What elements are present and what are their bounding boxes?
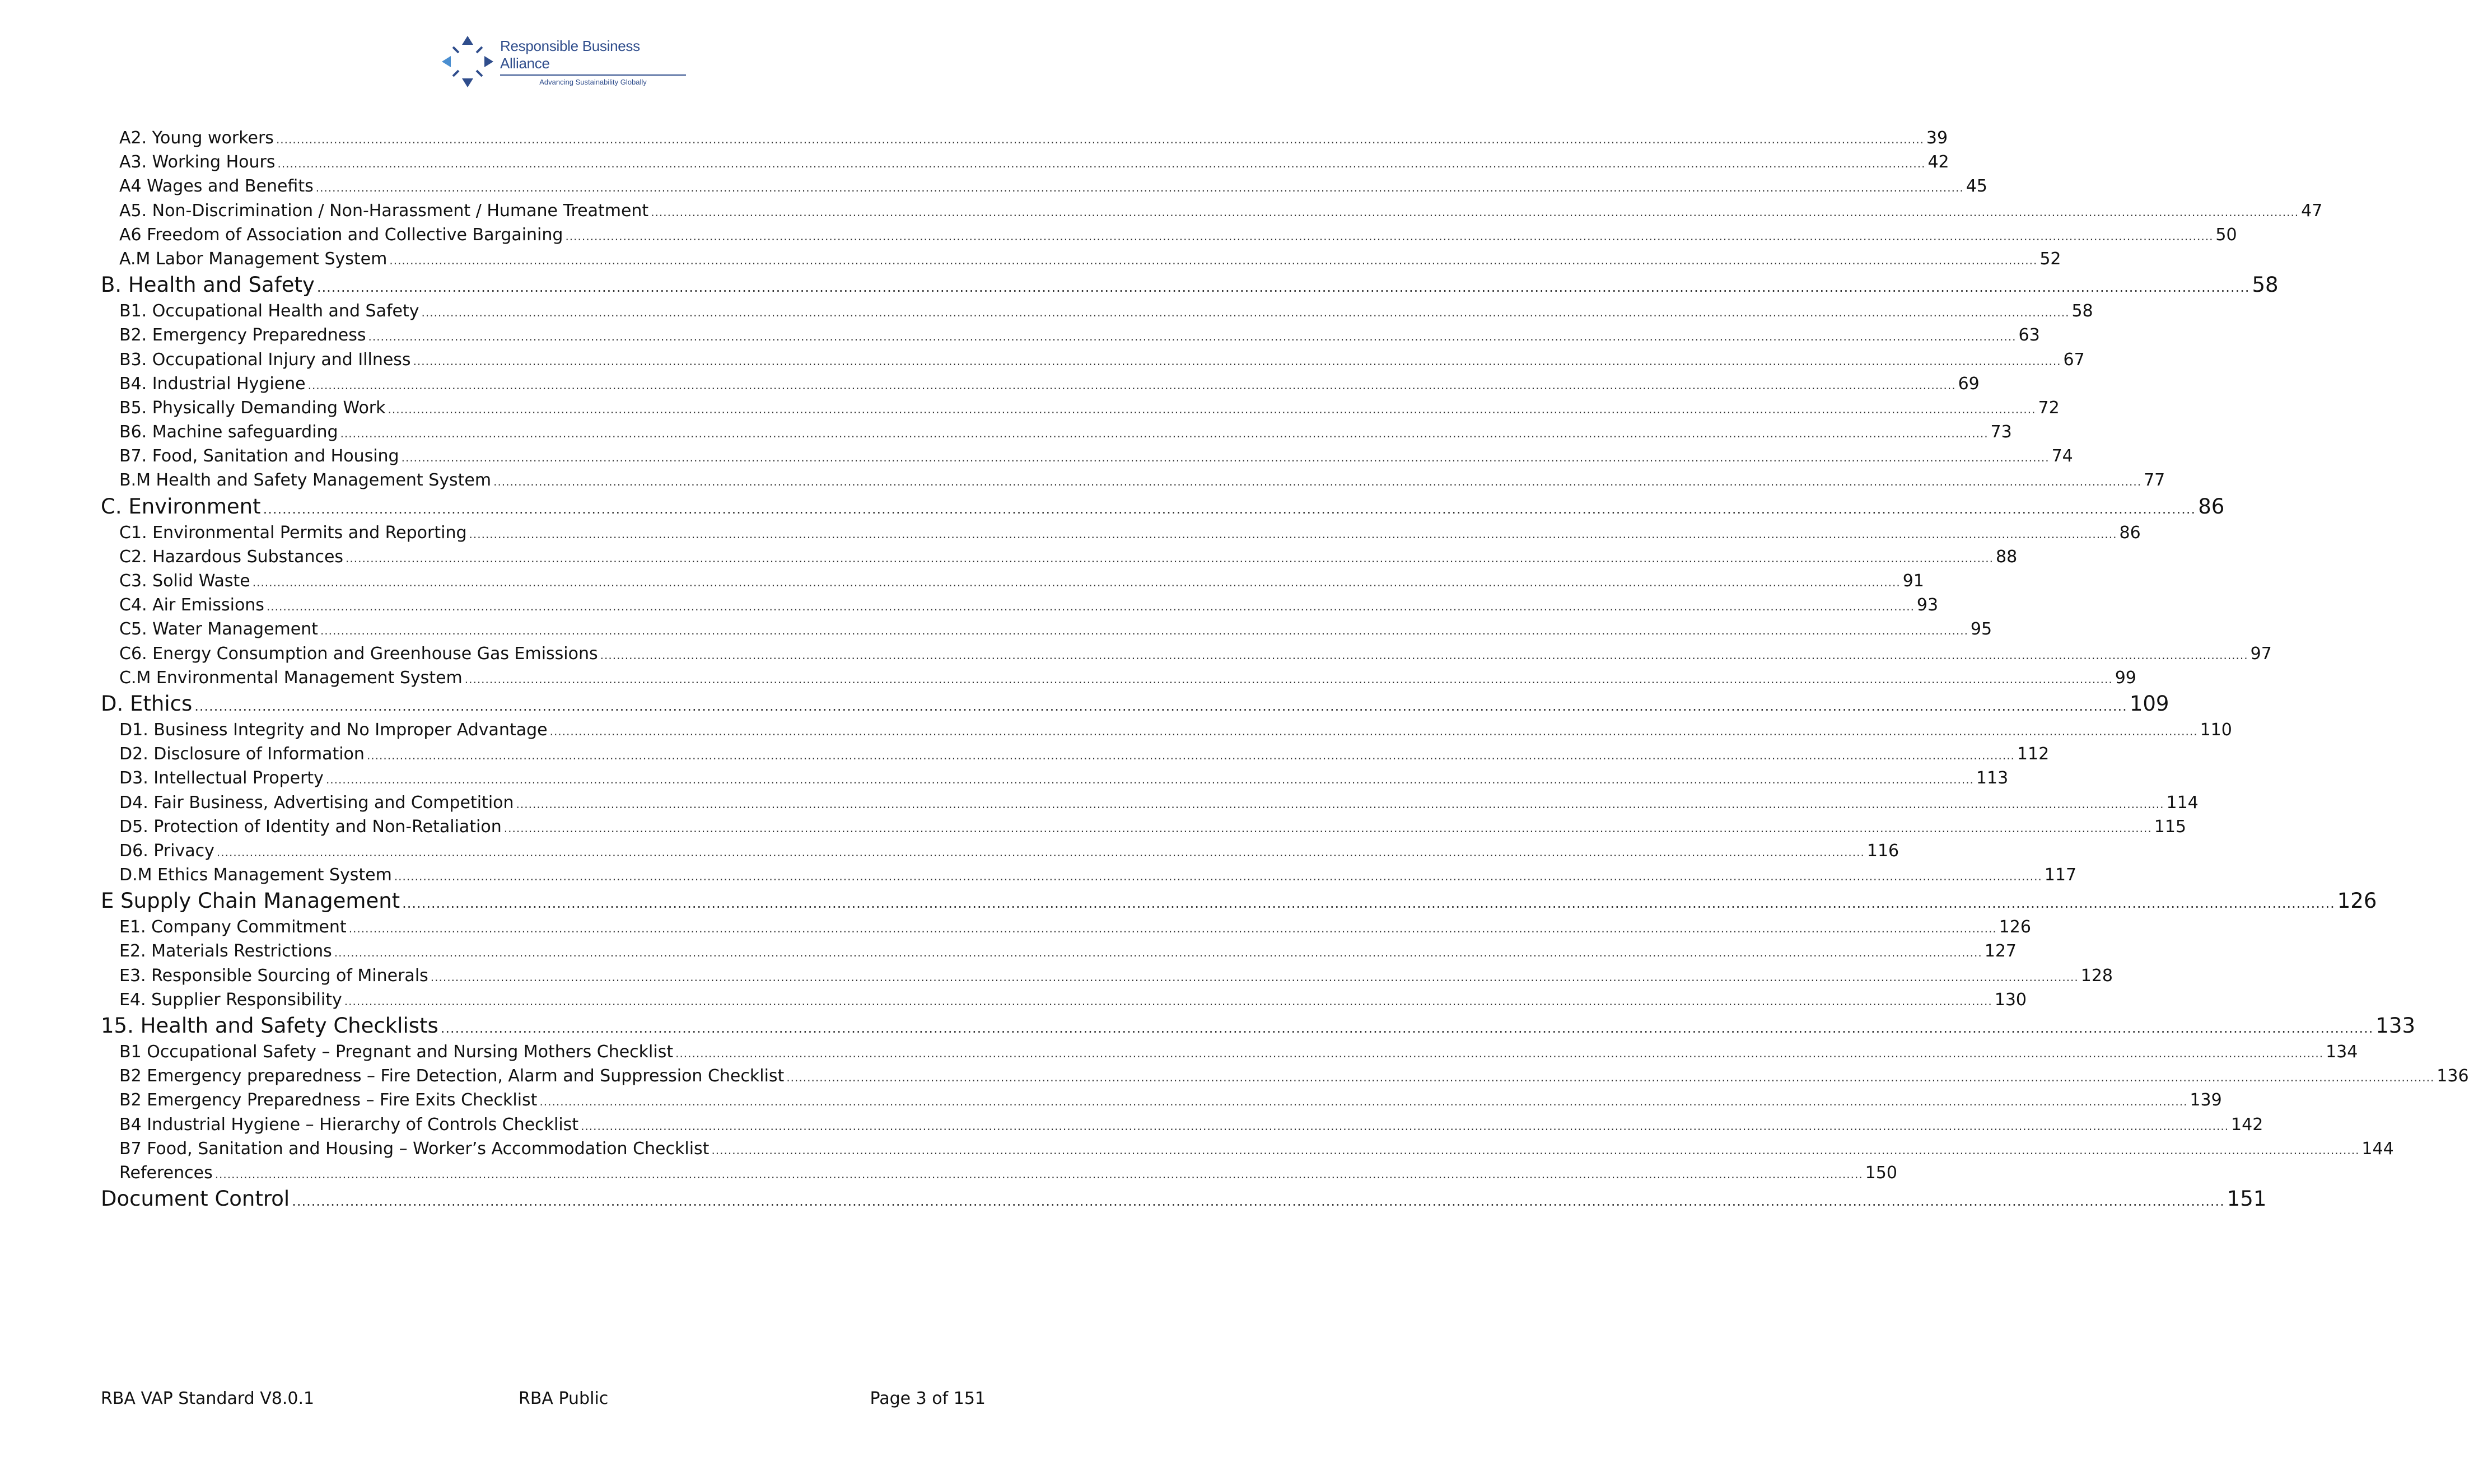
toc-entry-page: 109 [2129,691,2169,716]
toc-entry-label: A5. Non-Discrimination / Non-Harassment / Humane Treatment [119,200,649,221]
toc-leader-dots: ................................................................................................................................................................................................................................................................................................................................................................................................................ [292,1193,2225,1210]
toc-leader-dots: ................................................................................................................................................................................................................................................................................................................................................................................................................ [503,821,2152,835]
toc-entry[interactable] [101,545,2018,569]
toc-entry-page: 144 [2361,1138,2394,1159]
toc-entry-page: 151 [2227,1187,2267,1211]
toc-entry-label: C.M Environmental Management System [119,668,463,688]
toc-entry-label: E4. Supplier Responsibility [119,990,342,1010]
toc-entry-label: C6. Energy Consumption and Greenhouse Gas Emissions [119,643,598,664]
toc-entry[interactable] [101,863,2077,887]
toc-leader-dots: ................................................................................................................................................................................................................................................................................................................................................................................................................ [307,378,1956,392]
toc-leader-dots: ................................................................................................................................................................................................................................................................................................................................................................................................................ [346,551,1994,565]
toc-entry[interactable] [101,766,2009,790]
toc-leader-dots: ................................................................................................................................................................................................................................................................................................................................................................................................................ [440,1020,2374,1036]
toc-entry[interactable] [101,126,1948,150]
toc-entry-label: E3. Responsible Sourcing of Minerals [119,965,428,986]
toc-entry[interactable] [101,444,2073,468]
toc-entry-page: 133 [2375,1014,2415,1038]
table-of-contents [101,126,2469,1213]
toc-entry[interactable] [101,791,2199,815]
toc-entry-label: C4. Air Emissions [119,595,264,615]
toc-entry-page: 126 [2337,889,2377,913]
toc-leader-dots: ................................................................................................................................................................................................................................................................................................................................................................................................................ [340,427,1989,441]
toc-entry-label: B. Health and Safety [101,273,315,297]
toc-leader-dots: ................................................................................................................................................................................................................................................................................................................................................................................................................ [675,1047,2324,1060]
toc-entry-page: 88 [1996,547,2018,567]
toc-entry-label: B2 Emergency Preparedness – Fire Exits Checklist [119,1090,538,1110]
rba-logo-mark-icon [440,34,496,90]
toc-entry-page: 115 [2154,816,2186,837]
toc-leader-dots: ................................................................................................................................................................................................................................................................................................................................................................................................................ [389,253,2038,267]
toc-entry[interactable] [101,569,1924,593]
toc-leader-dots: ................................................................................................................................................................................................................................................................................................................................................................................................................ [651,205,2299,219]
toc-entry-label: B7. Food, Sanitation and Housing [119,446,399,466]
toc-entry-page: 74 [2051,446,2073,466]
toc-entry-label: B7 Food, Sanitation and Housing – Worker’s Accommodation Checklist [119,1138,710,1159]
toc-entry-page: 52 [2039,249,2061,269]
toc-entry-page: 134 [2326,1042,2358,1062]
toc-entry[interactable] [101,666,2136,690]
toc-entry[interactable] [101,396,2060,420]
toc-entry-page: 39 [1926,128,1948,148]
rba-logo [440,34,686,90]
toc-leader-dots: ................................................................................................................................................................................................................................................................................................................................................................................................................ [581,1119,2229,1133]
toc-entry-page: 116 [1866,841,1899,861]
toc-entry-page: 142 [2231,1114,2263,1135]
toc-entry-page: 97 [2250,643,2272,664]
toc-entry[interactable] [101,247,2061,271]
footer-document-version: RBA VAP Standard V8.0.1 [101,1389,315,1408]
toc-leader-dots: ................................................................................................................................................................................................................................................................................................................................................................................................................ [549,724,2198,738]
toc-entry-label: E2. Materials Restrictions [119,941,332,962]
logo-tagline: Advancing Sustainability Globally [539,77,647,86]
toc-leader-dots: ................................................................................................................................................................................................................................................................................................................................................................................................................ [368,330,2017,344]
toc-leader-dots: ................................................................................................................................................................................................................................................................................................................................................................................................................ [711,1143,2360,1157]
toc-entry-page: 130 [1994,990,2027,1010]
toc-section-entry[interactable] [101,493,2225,521]
toc-entry-label: A2. Young workers [119,128,274,148]
toc-entry-page: 127 [1984,941,2017,962]
toc-entry-page: 139 [2190,1090,2222,1110]
page-footer [101,1389,986,1413]
toc-leader-dots: ................................................................................................................................................................................................................................................................................................................................................................................................................ [344,994,1992,1008]
toc-entry-page: 47 [2301,200,2323,221]
toc-entry-label: E1. Company Commitment [119,917,347,937]
toc-entry-label: D1. Business Integrity and No Improper Advantage [119,720,548,740]
toc-entry[interactable] [101,1040,2358,1064]
toc-leader-dots: ................................................................................................................................................................................................................................................................................................................................................................................................................ [539,1095,2188,1109]
toc-entry-label: D6. Privacy [119,841,214,861]
toc-entry[interactable] [101,939,2017,963]
toc-entry-page: 114 [2166,792,2199,813]
toc-entry-page: 93 [1916,595,1939,615]
toc-leader-dots: ................................................................................................................................................................................................................................................................................................................................................................................................................ [421,306,2070,320]
toc-section-entry[interactable] [101,271,2279,299]
toc-leader-dots: ................................................................................................................................................................................................................................................................................................................................................................................................................ [315,181,1964,195]
toc-entry-label: Document Control [101,1187,290,1211]
toc-entry-label: D.M Ethics Management System [119,865,392,885]
toc-leader-dots: ................................................................................................................................................................................................................................................................................................................................................................................................................ [565,229,2214,243]
toc-leader-dots: ................................................................................................................................................................................................................................................................................................................................................................................................................ [252,576,1901,589]
toc-entry-page: 63 [2018,325,2040,346]
toc-leader-dots: ................................................................................................................................................................................................................................................................................................................................................................................................................ [316,279,2250,296]
toc-entry[interactable] [101,1064,2469,1088]
toc-entry[interactable] [101,1137,2394,1161]
toc-entry-page: 69 [1958,374,1980,394]
logo-name: Responsible Business Alliance [500,38,686,76]
toc-leader-dots: ................................................................................................................................................................................................................................................................................................................................................................................................................ [334,946,1982,960]
toc-entry[interactable] [101,372,1980,396]
footer-classification: RBA Public [519,1389,609,1408]
toc-entry-label: C3. Solid Waste [119,571,250,591]
toc-entry-label: B.M Health and Safety Management System [119,470,492,491]
toc-leader-dots: ................................................................................................................................................................................................................................................................................................................................................................................................................ [600,648,2248,662]
toc-entry[interactable] [101,1088,2222,1112]
toc-entry-page: 58 [2252,273,2279,297]
toc-entry-label: D4. Fair Business, Advertising and Competition [119,792,514,813]
toc-entry[interactable] [101,815,2186,839]
toc-entry[interactable] [101,1161,1897,1185]
toc-leader-dots: ................................................................................................................................................................................................................................................................................................................................................................................................................ [469,527,2117,541]
toc-entry-label: B4 Industrial Hygiene – Hierarchy of Controls Checklist [119,1114,579,1135]
toc-entry-label: B1 Occupational Safety – Pregnant and Nursing Mothers Checklist [119,1042,674,1062]
toc-section-entry[interactable] [101,887,2377,915]
toc-entry-page: 95 [1970,619,1992,640]
toc-entry-page: 112 [2017,744,2050,764]
toc-entry-page: 73 [1990,422,2012,442]
toc-leader-dots: ................................................................................................................................................................................................................................................................................................................................................................................................................ [413,354,2061,368]
toc-entry[interactable] [101,223,2237,247]
toc-entry-label: C1. Environmental Permits and Reporting [119,522,467,543]
toc-entry-page: 86 [2198,494,2225,519]
toc-section-entry[interactable] [101,690,2169,718]
toc-entry-page: 110 [2200,720,2232,740]
toc-entry-page: 86 [2119,522,2141,543]
toc-entry[interactable] [101,718,2232,742]
toc-leader-dots: ................................................................................................................................................................................................................................................................................................................................................................................................................ [493,475,2142,489]
toc-leader-dots: ................................................................................................................................................................................................................................................................................................................................................................................................................ [786,1071,2435,1085]
toc-entry-label: B1. Occupational Health and Safety [119,301,419,321]
toc-entry-page: 117 [2044,865,2077,885]
toc-entry-label: B2. Emergency Preparedness [119,325,366,346]
toc-leader-dots: ................................................................................................................................................................................................................................................................................................................................................................................................................ [366,749,2015,763]
toc-entry[interactable] [101,468,2165,492]
toc-leader-dots: ................................................................................................................................................................................................................................................................................................................................................................................................................ [402,895,2335,912]
toc-entry[interactable] [101,521,2141,545]
toc-entry-page: 128 [2080,965,2113,986]
toc-entry[interactable] [101,348,2085,372]
toc-entry-page: 72 [2038,398,2060,418]
toc-entry-label: D. Ethics [101,691,193,716]
toc-entry-page: 50 [2215,225,2237,245]
toc-entry[interactable] [101,742,2050,766]
toc-entry-page: 67 [2063,349,2085,370]
toc-entry-label: 15. Health and Safety Checklists [101,1014,438,1038]
toc-entry-label: A3. Working Hours [119,152,276,172]
toc-entry[interactable] [101,642,2272,666]
toc-leader-dots: ................................................................................................................................................................................................................................................................................................................................................................................................................ [266,600,1915,614]
toc-entry[interactable] [101,617,1992,641]
toc-leader-dots: ................................................................................................................................................................................................................................................................................................................................................................................................................ [516,797,2164,811]
toc-entry-page: 150 [1865,1163,1897,1183]
toc-entry-label: D3. Intellectual Property [119,768,324,788]
toc-entry[interactable] [101,199,2323,223]
toc-entry[interactable] [101,964,2113,988]
toc-entry-page: 136 [2437,1066,2469,1086]
toc-entry-label: References [119,1163,213,1183]
toc-entry-label: B2 Emergency preparedness – Fire Detection, Alarm and Suppression Checklist [119,1066,785,1086]
toc-entry-label: A.M Labor Management System [119,249,388,269]
toc-leader-dots: ................................................................................................................................................................................................................................................................................................................................................................................................................ [464,672,2113,686]
toc-leader-dots: ................................................................................................................................................................................................................................................................................................................................................................................................................ [277,157,1926,171]
toc-leader-dots: ................................................................................................................................................................................................................................................................................................................................................................................................................ [348,922,1997,936]
toc-entry[interactable] [101,420,2012,444]
toc-entry-page: 42 [1927,152,1949,172]
toc-leader-dots: ................................................................................................................................................................................................................................................................................................................................................................................................................ [388,402,2036,416]
toc-entry-label: B6. Machine safeguarding [119,422,338,442]
toc-entry[interactable] [101,299,2093,323]
toc-entry-label: E Supply Chain Management [101,889,400,913]
toc-leader-dots: ................................................................................................................................................................................................................................................................................................................................................................................................................ [263,501,2196,517]
toc-leader-dots: ................................................................................................................................................................................................................................................................................................................................................................................................................ [401,451,2050,465]
toc-entry[interactable] [101,323,2040,347]
toc-entry[interactable] [101,593,1939,617]
toc-leader-dots: ................................................................................................................................................................................................................................................................................................................................................................................................................ [214,1167,1863,1181]
toc-section-entry[interactable] [101,1012,2415,1040]
toc-entry-label: A4 Wages and Benefits [119,176,314,197]
toc-entry-label: C5. Water Management [119,619,318,640]
toc-entry-label: C2. Hazardous Substances [119,547,344,567]
toc-leader-dots: ................................................................................................................................................................................................................................................................................................................................................................................................................ [216,845,1865,859]
toc-entry-page: 113 [1976,768,2009,788]
toc-entry-page: 91 [1902,571,1924,591]
toc-entry[interactable] [101,174,1987,198]
toc-entry[interactable] [101,915,2031,939]
toc-section-entry[interactable] [101,1185,2267,1213]
toc-entry-label: D5. Protection of Identity and Non-Retaliation [119,816,502,837]
toc-entry-page: 126 [1999,917,2031,937]
toc-entry[interactable] [101,150,1949,174]
toc-leader-dots: ................................................................................................................................................................................................................................................................................................................................................................................................................ [276,133,1924,146]
toc-entry-label: B4. Industrial Hygiene [119,374,306,394]
toc-entry-label: B3. Occupational Injury and Illness [119,349,411,370]
toc-leader-dots: ................................................................................................................................................................................................................................................................................................................................................................................................................ [194,698,2127,714]
toc-leader-dots: ................................................................................................................................................................................................................................................................................................................................................................................................................ [430,970,2079,984]
toc-entry[interactable] [101,1113,2263,1137]
toc-leader-dots: ................................................................................................................................................................................................................................................................................................................................................................................................................ [394,870,2042,884]
toc-leader-dots: ................................................................................................................................................................................................................................................................................................................................................................................................................ [320,624,1968,638]
toc-entry-page: 99 [2115,668,2136,688]
toc-entry[interactable] [101,839,1899,863]
toc-leader-dots: ................................................................................................................................................................................................................................................................................................................................................................................................................ [325,773,1974,787]
toc-entry-label: D2. Disclosure of Information [119,744,365,764]
toc-entry-page: 45 [1966,176,1987,197]
footer-page-number: Page 3 of 151 [870,1389,986,1408]
toc-entry-label: B5. Physically Demanding Work [119,398,386,418]
toc-entry-page: 77 [2144,470,2165,491]
toc-entry-label: C. Environment [101,494,261,519]
toc-entry[interactable] [101,988,2027,1012]
toc-entry-label: A6 Freedom of Association and Collective Bargaining [119,225,563,245]
toc-entry-page: 58 [2071,301,2093,321]
